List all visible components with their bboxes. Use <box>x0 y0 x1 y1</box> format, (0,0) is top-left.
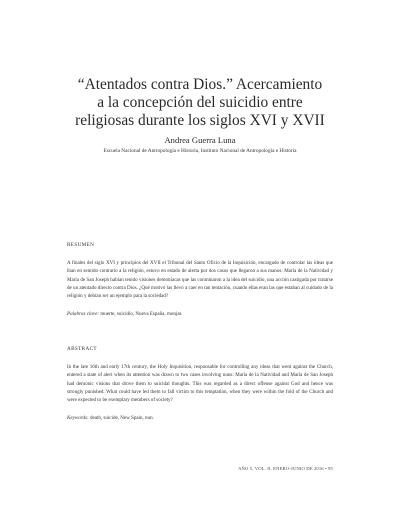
resumen-text: A finales del siglo XVI y principios del XVII el Tribunal del Santo Oficio de la Inquisición, encargado de controlar las ideas que iban en sentido contrario a la religión, estuvo en estado de alerta por dos casos que llegaron a sus manos: María de la Natividad y María de San Joseph habían tenido visiones demoníacas que las conminaron a la idea del suicidio, una acción castigada por tratarse de un atentado directo contra Dios. ¿Qué motivó las llevó a caer en tan tentación, cuando ellas eran las que estaban al cuidado de la religión y debían ser un ejemplo para la sociedad? <box>67 260 333 300</box>
resumen-keywords <box>67 310 333 318</box>
abstract-heading: ABSTRACT <box>67 346 97 352</box>
abstract-text: In the late 16th and early 17th century, the Holy Inquisition, responsable for controlling any ideas that went against the Church, entered a state of alert when its attention was drawn to two cases involving nuns: María de la Natividad and María de San Joseph had demonic visions that drove them to suicidal thoughts. This was regarded as a direct offense against God and hence was strongly punished. What could have led them to fall victim to this temptation, when they were within the fold of the Church and were expected to be exemplary members of society? <box>67 364 333 404</box>
title-line: a la concepción del suicidio entre <box>97 94 303 111</box>
keywords-label: Keywords: <box>67 414 89 421</box>
resumen-heading: RESUMEN <box>67 242 95 248</box>
keywords-list: death, suicide, New Spain, nun. <box>89 414 154 421</box>
keywords-list: muerte, suicidio, Nueva España, monjas <box>100 310 182 317</box>
keywords-label: Palabras clave: <box>67 310 100 317</box>
abstract-keywords <box>67 414 333 422</box>
author-name: Andrea Guerra Luna <box>164 135 236 145</box>
resumen-section <box>67 242 333 318</box>
author-affiliation: Escuela Nacional de Antropología e Historia, Instituto Nacional de Antropología e Historia <box>103 148 297 154</box>
page-footer: AÑO 5, VOL. II, ENERO-JUNIO DE 2016 • 95 <box>238 466 333 471</box>
article-title <box>60 76 340 130</box>
title-line: religiosas durante los siglos XVI y XVII <box>75 112 325 129</box>
title-line: “Atentados contra Dios.” Acercamiento <box>77 76 323 93</box>
abstract-section <box>67 346 333 422</box>
